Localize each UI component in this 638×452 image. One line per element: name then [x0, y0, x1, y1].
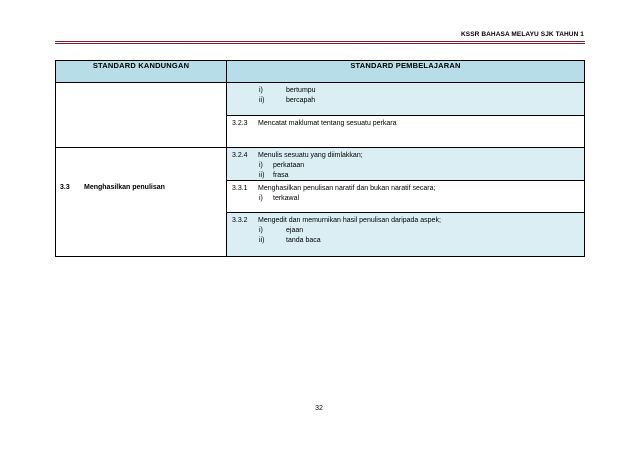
list-item: i) bertumpu [259, 86, 316, 94]
document-header-title: KSSR BAHASA MELAYU SJK TAHUN 1 [460, 31, 584, 38]
standard-table [55, 60, 585, 257]
kandungan-cell-3-3: 3.3 Menghasilkan penulisan [56, 148, 227, 257]
list-item: ii) bercapah [259, 96, 316, 104]
table-row [56, 83, 585, 116]
kandungan-cell-empty [56, 83, 227, 148]
list-item: ii) frasa [259, 171, 289, 179]
pembelajaran-cell-3-3-1: 3.3.1 Menghasilkan penulisan naratif dan bukan naratif secara; i) terkawal [227, 181, 585, 213]
pembelajaran-cell-continued [227, 83, 585, 116]
pembelajaran-cell-3-3-2: 3.3.2 Mengedit dan memurnikan hasil penulisan daripada aspek; i) ejaan ii) tanda baca [227, 213, 585, 257]
header-rule [55, 41, 585, 44]
table-header-row [56, 61, 585, 83]
page-number: 32 [315, 405, 323, 412]
header-standard-kandungan: STANDARD KANDUNGAN [56, 61, 227, 83]
list-item: i) ejaan [259, 226, 304, 234]
list-item: i) perkataan [259, 161, 305, 169]
table-row [56, 148, 585, 181]
header-standard-pembelajaran: STANDARD PEMBELAJARAN [227, 61, 585, 83]
list-item: ii) tanda baca [259, 236, 321, 244]
list-item: i) terkawal [259, 194, 300, 202]
pembelajaran-cell-3-2-4: 3.2.4 Menulis sesuatu yang diimlakkan; i) perkataan ii) frasa [227, 148, 585, 181]
pembelajaran-cell-3-2-3: 3.2.3 Mencatat maklumat tentang sesuatu perkara [227, 116, 585, 148]
